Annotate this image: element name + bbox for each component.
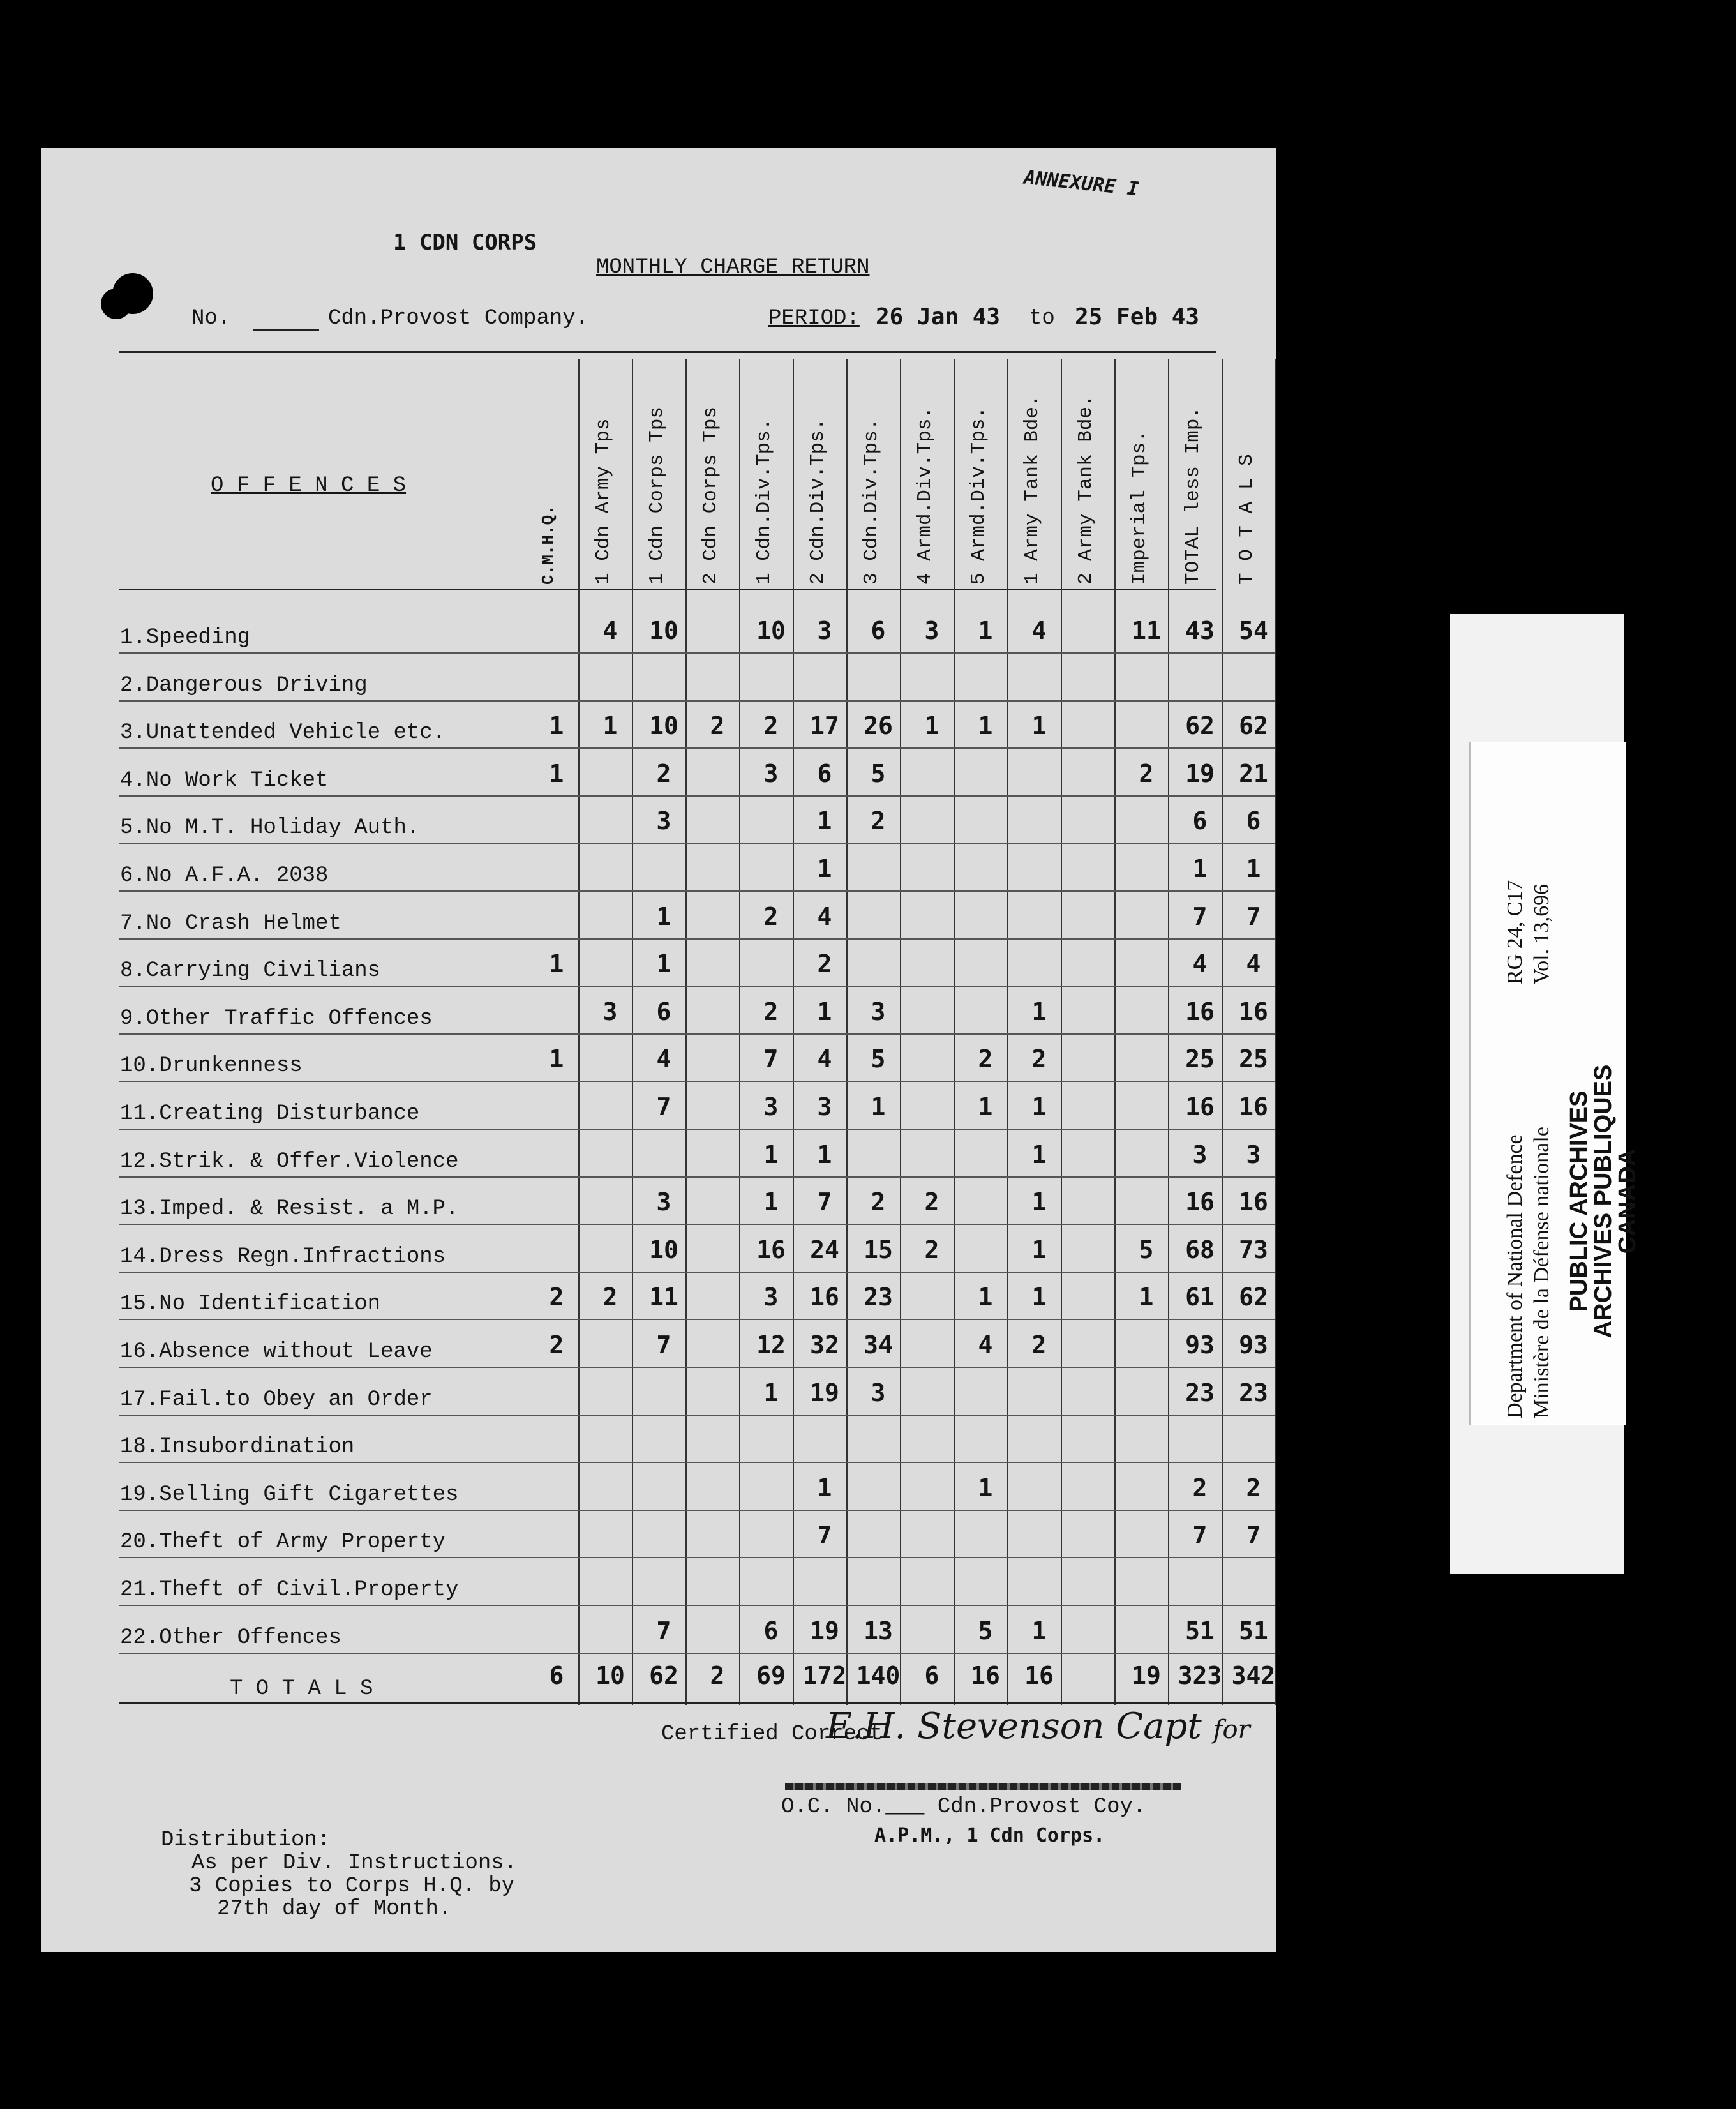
table-cell: 2 [763, 712, 779, 740]
offence-label: 4.No Work Ticket [120, 768, 329, 793]
totals-cell: 2 [710, 1662, 725, 1690]
table-cell: 51 [1239, 1616, 1268, 1645]
offence-label: 3.Unattended Vehicle etc. [120, 721, 446, 746]
row-rule [119, 747, 1275, 749]
totals-cell: 16 [971, 1662, 1000, 1690]
table-cell: 3 [1246, 1140, 1261, 1169]
table-cell: 13 [864, 1616, 893, 1645]
unit-prefix: No. [191, 306, 231, 331]
table-cell: 73 [1239, 1235, 1268, 1264]
period-to-word: to [1029, 306, 1055, 331]
table-cell: 16 [1239, 997, 1268, 1026]
table-top-rule [119, 351, 1216, 353]
table-cell: 2 [1031, 1045, 1047, 1074]
table-cell: 1 [549, 1045, 564, 1074]
table-cell: 1 [1192, 855, 1208, 883]
table-cell: 62 [1239, 712, 1268, 740]
table-cell: 24 [810, 1235, 839, 1264]
table-cell: 11 [1132, 617, 1161, 645]
corps-stamp: 1 CDN CORPS [393, 230, 537, 255]
table-cell: 6 [1192, 807, 1208, 836]
table-cell: 62 [1185, 712, 1215, 740]
archives-french: ARCHIVES PUBLIQUES [1590, 1064, 1617, 1339]
table-cell: 25 [1185, 1045, 1215, 1074]
offence-label: 15.No Identification [120, 1292, 381, 1317]
table-cell: 3 [924, 617, 939, 645]
offence-label: 12.Strik. & Offer.Violence [120, 1149, 459, 1174]
archives-english: PUBLIC ARCHIVES [1566, 1090, 1592, 1312]
offences-heading: O F F E N C E S [211, 474, 407, 498]
table-cell: 6 [871, 617, 886, 645]
table-cell: 2 [763, 902, 779, 931]
table-cell: 1 [763, 1140, 779, 1169]
totals-cell: 16 [1024, 1662, 1054, 1690]
signature-suffix: for [1213, 1715, 1250, 1745]
table-cell: 11 [649, 1283, 678, 1312]
row-rule [119, 1319, 1275, 1320]
table-cell: 3 [871, 997, 886, 1026]
row-rule [119, 1653, 1275, 1654]
table-cell: 1 [549, 950, 564, 979]
column-divider [1275, 359, 1276, 1705]
table-cell: 15 [864, 1235, 893, 1264]
archive-tag-text [1502, 1127, 1555, 1418]
table-cell: 2 [710, 712, 725, 740]
column-divider [1114, 359, 1116, 1705]
row-rule [119, 1510, 1275, 1511]
table-cell: 1 [602, 712, 618, 740]
dnd-english: Department of National Defence [1503, 1134, 1527, 1418]
table-cell: 1 [1246, 855, 1261, 883]
archive-tag [1450, 614, 1641, 1574]
column-header: 2 Cdn.Div.Tps. [807, 418, 829, 585]
table-cell: 1 [817, 1473, 832, 1502]
volume-number: Vol. 13,696 [1530, 883, 1553, 984]
totals-cell: 10 [595, 1662, 625, 1690]
offence-label: 17.Fail.to Obey an Order [120, 1387, 433, 1412]
row-rule [119, 652, 1275, 654]
table-cell: 2 [1246, 1473, 1261, 1502]
column-header: 2 Army Tank Bde. [1075, 394, 1097, 585]
table-cell: 1 [1031, 1188, 1047, 1217]
column-header: 1 Cdn Army Tps [592, 418, 615, 585]
column-header: 5 Armd.Div.Tps. [968, 406, 990, 585]
table-cell: 2 [978, 1045, 993, 1074]
table-cell: 2 [549, 1331, 564, 1359]
column-header: 3 Cdn.Div.Tps. [860, 418, 883, 585]
oc-line: O.C. No.___ Cdn.Provost Coy. [781, 1795, 1146, 1819]
table-cell: 54 [1239, 617, 1268, 645]
row-rule [119, 1176, 1275, 1178]
table-cell: 51 [1185, 1616, 1215, 1645]
oc-subtitle: A.P.M., 1 Cdn Corps. [874, 1824, 1105, 1847]
distribution-line: As per Div. Instructions. [191, 1851, 518, 1875]
table-cell: 10 [756, 617, 786, 645]
table-cell: 2 [1031, 1331, 1047, 1359]
document-sheet [41, 148, 1276, 1952]
distribution-heading: Distribution: [161, 1828, 331, 1852]
table-cell: 25 [1239, 1045, 1268, 1074]
table-cell: 3 [871, 1378, 886, 1407]
table-cell: 19 [810, 1378, 839, 1407]
table-cell: 19 [1185, 759, 1215, 788]
row-rule [119, 1033, 1275, 1035]
column-header: 1 Cdn.Div.Tps. [753, 418, 775, 585]
archives-canada: CANADA [1614, 1148, 1641, 1254]
unit-name: Cdn.Provost Company. [328, 306, 589, 331]
table-cell: 23 [864, 1283, 893, 1312]
column-divider [578, 359, 580, 1705]
row-rule [119, 1224, 1275, 1225]
column-divider [1007, 359, 1008, 1705]
row-rule [119, 795, 1275, 797]
row-rule [119, 938, 1275, 940]
table-cell: 1 [978, 1093, 993, 1121]
table-cell: 16 [756, 1235, 786, 1264]
table-cell: 23 [1239, 1378, 1268, 1407]
offence-label: 18.Insubordination [120, 1435, 355, 1460]
table-cell: 1 [1031, 1283, 1047, 1312]
offence-label: 9.Other Traffic Offences [120, 1006, 433, 1031]
table-cell: 1 [1031, 1093, 1047, 1121]
row-rule [119, 1605, 1275, 1606]
table-cell: 6 [817, 759, 832, 788]
table-cell: 1 [817, 997, 832, 1026]
column-header: T O T A L S [1236, 454, 1258, 585]
table-cell: 16 [1185, 997, 1215, 1026]
table-cell: 1 [978, 617, 993, 645]
table-cell: 1 [978, 1283, 993, 1312]
table-cell: 2 [817, 950, 832, 979]
table-header-rule [119, 589, 1216, 590]
offence-label: 7.No Crash Helmet [120, 911, 341, 936]
offence-label: 6.No A.F.A. 2038 [120, 864, 329, 888]
table-cell: 1 [817, 807, 832, 836]
table-cell: 1 [656, 950, 671, 979]
column-divider [739, 359, 740, 1705]
table-cell: 19 [810, 1616, 839, 1645]
archive-reference [1502, 880, 1555, 984]
signature-name: E.H. Stevenson Capt [826, 1706, 1202, 1747]
table-cell: 62 [1239, 1283, 1268, 1312]
table-cell: 2 [1139, 759, 1154, 788]
archive-tag-label [1469, 742, 1641, 1425]
table-cell: 2 [763, 997, 779, 1026]
period-label: PERIOD: [768, 306, 860, 331]
record-group: RG 24, C17 [1503, 880, 1527, 984]
table-cell: 2 [871, 1188, 886, 1217]
table-cell: 2 [656, 759, 671, 788]
column-divider [685, 359, 687, 1705]
table-cell: 2 [924, 1235, 939, 1264]
column-divider [846, 359, 848, 1705]
table-cell: 10 [649, 1235, 678, 1264]
table-cell: 4 [817, 902, 832, 931]
table-cell: 4 [602, 617, 618, 645]
certified-correct: Certified Correct [661, 1722, 883, 1746]
table-cell: 2 [549, 1283, 564, 1312]
column-header: C.M.H.Q. [539, 505, 558, 585]
table-cell: 1 [549, 712, 564, 740]
table-cell: 16 [1239, 1093, 1268, 1121]
period-from: 26 Jan 43 [876, 304, 1001, 330]
table-cell: 10 [649, 712, 678, 740]
table-cell: 1 [924, 712, 939, 740]
table-bottom-rule [119, 1702, 1275, 1704]
table-cell: 23 [1185, 1378, 1215, 1407]
table-cell: 1 [1031, 1235, 1047, 1264]
table-cell: 4 [1031, 617, 1047, 645]
table-cell: 61 [1185, 1283, 1215, 1312]
table-cell: 32 [810, 1331, 839, 1359]
table-cell: 7 [1246, 902, 1261, 931]
table-cell: 1 [1031, 1140, 1047, 1169]
row-rule [119, 1081, 1275, 1082]
offence-label: 11.Creating Disturbance [120, 1102, 420, 1126]
column-header: 2 Cdn Corps Tps [700, 406, 722, 585]
table-cell: 3 [763, 1093, 779, 1121]
table-cell: 7 [1192, 902, 1208, 931]
table-cell: 16 [1185, 1093, 1215, 1121]
table-cell: 16 [1239, 1188, 1268, 1217]
table-cell: 10 [649, 617, 678, 645]
table-cell: 3 [1192, 1140, 1208, 1169]
table-cell: 1 [1031, 1616, 1047, 1645]
table-cell: 1 [1031, 712, 1047, 740]
table-cell: 1 [656, 902, 671, 931]
table-cell: 16 [1185, 1188, 1215, 1217]
row-rule [119, 1367, 1275, 1368]
table-cell: 1 [1031, 997, 1047, 1026]
column-divider [1168, 359, 1169, 1705]
table-cell: 16 [810, 1283, 839, 1312]
table-cell: 1 [549, 759, 564, 788]
totals-label: T O T A L S [230, 1677, 373, 1702]
table-cell: 17 [810, 712, 839, 740]
distribution-line: 27th day of Month. [217, 1897, 452, 1921]
table-cell: 5 [978, 1616, 993, 1645]
table-cell: 26 [864, 712, 893, 740]
table-cell: 3 [763, 1283, 779, 1312]
table-cell: 6 [1246, 807, 1261, 836]
table-cell: 7 [1246, 1521, 1261, 1550]
table-cell: 5 [1139, 1235, 1154, 1264]
table-cell: 3 [602, 997, 618, 1026]
row-rule [119, 843, 1275, 844]
column-divider [900, 359, 901, 1705]
punch-hole [101, 289, 131, 319]
totals-cell: 140 [856, 1662, 901, 1690]
table-cell: 4 [817, 1045, 832, 1074]
offence-label: 10.Drunkenness [120, 1054, 303, 1079]
table-cell: 43 [1185, 617, 1215, 645]
table-cell: 6 [763, 1616, 779, 1645]
table-cell: 34 [864, 1331, 893, 1359]
column-divider [632, 359, 633, 1705]
archives-stamp [1567, 1023, 1640, 1380]
table-cell: 1 [978, 712, 993, 740]
table-cell: 93 [1239, 1331, 1268, 1359]
table-cell: 7 [656, 1331, 671, 1359]
table-cell: 4 [978, 1331, 993, 1359]
totals-cell: 19 [1132, 1662, 1161, 1690]
table-cell: 1 [978, 1473, 993, 1502]
table-cell: 3 [656, 1188, 671, 1217]
row-rule [119, 890, 1275, 892]
offence-label: 16.Absence without Leave [120, 1340, 433, 1364]
table-cell: 68 [1185, 1235, 1215, 1264]
column-header: 1 Cdn Corps Tps [646, 406, 668, 585]
table-cell: 1 [871, 1093, 886, 1121]
table-cell: 4 [1246, 950, 1261, 979]
row-rule [119, 986, 1275, 987]
totals-cell: 69 [756, 1662, 786, 1690]
offence-label: 8.Carrying Civilians [120, 959, 381, 984]
column-header: 4 Armd.Div.Tps. [914, 406, 936, 585]
row-rule [119, 1557, 1275, 1558]
offence-label: 22.Other Offences [120, 1625, 341, 1650]
column-divider [1061, 359, 1062, 1705]
offence-label: 13.Imped. & Resist. a M.P. [120, 1197, 459, 1222]
table-cell: 1 [817, 1140, 832, 1169]
row-rule [119, 1272, 1275, 1273]
offence-label: 14.Dress Regn.Infractions [120, 1244, 446, 1269]
table-cell: 7 [817, 1188, 832, 1217]
unit-number-blank [253, 329, 319, 331]
table-cell: 1 [817, 855, 832, 883]
table-cell: 3 [763, 759, 779, 788]
row-rule [119, 1462, 1275, 1463]
column-header: 1 Army Tank Bde. [1021, 394, 1044, 585]
offence-label: 1.Speeding [120, 626, 251, 650]
table-cell: 7 [656, 1616, 671, 1645]
table-cell: 3 [817, 617, 832, 645]
table-cell: 12 [756, 1331, 786, 1359]
table-cell: 2 [1192, 1473, 1208, 1502]
column-divider [793, 359, 794, 1705]
signature [826, 1706, 1250, 1747]
totals-cell: 323 [1178, 1662, 1222, 1690]
table-cell: 2 [924, 1188, 939, 1217]
period-to: 25 Feb 43 [1075, 304, 1200, 330]
row-rule [119, 700, 1275, 702]
totals-cell: 342 [1231, 1662, 1276, 1690]
table-cell: 1 [763, 1188, 779, 1217]
totals-cell: 172 [802, 1662, 847, 1690]
dnd-french: Ministère de la Défense nationale [1530, 1127, 1553, 1418]
offence-label: 5.No M.T. Holiday Auth. [120, 816, 420, 841]
table-cell: 6 [656, 997, 671, 1026]
column-divider [1222, 359, 1223, 1705]
document-title: MONTHLY CHARGE RETURN [596, 255, 870, 280]
row-rule [119, 1129, 1275, 1130]
column-header: TOTAL less Imp. [1182, 406, 1204, 585]
table-cell: 4 [1192, 950, 1208, 979]
table-cell: 7 [1192, 1521, 1208, 1550]
column-header: Imperial Tps. [1128, 430, 1151, 585]
annexure-mark: ANNEXURE I [1022, 166, 1140, 201]
table-cell: 2 [602, 1283, 618, 1312]
table-cell: 7 [656, 1093, 671, 1121]
table-cell: 5 [871, 759, 886, 788]
table-cell: 3 [656, 807, 671, 836]
offence-label: 21.Theft of Civil.Property [120, 1578, 459, 1602]
totals-cell: 6 [549, 1662, 564, 1690]
distribution-line: 3 Copies to Corps H.Q. by [189, 1874, 515, 1898]
column-divider [954, 359, 955, 1705]
table-cell: 3 [817, 1093, 832, 1121]
table-cell: 1 [1139, 1283, 1154, 1312]
table-cell: 7 [763, 1045, 779, 1074]
table-cell: 5 [871, 1045, 886, 1074]
totals-cell: 62 [649, 1662, 678, 1690]
table-cell: 4 [656, 1045, 671, 1074]
table-cell: 7 [817, 1521, 832, 1550]
offence-label: 2.Dangerous Driving [120, 673, 368, 698]
totals-cell: 6 [924, 1662, 939, 1690]
row-rule [119, 1415, 1275, 1416]
table-cell: 1 [763, 1378, 779, 1407]
table-cell: 93 [1185, 1331, 1215, 1359]
table-cell: 2 [871, 807, 886, 836]
struck-line [785, 1783, 1181, 1790]
table-cell: 21 [1239, 759, 1268, 788]
offence-label: 20.Theft of Army Property [120, 1530, 446, 1555]
offence-label: 19.Selling Gift Cigarettes [120, 1482, 459, 1507]
